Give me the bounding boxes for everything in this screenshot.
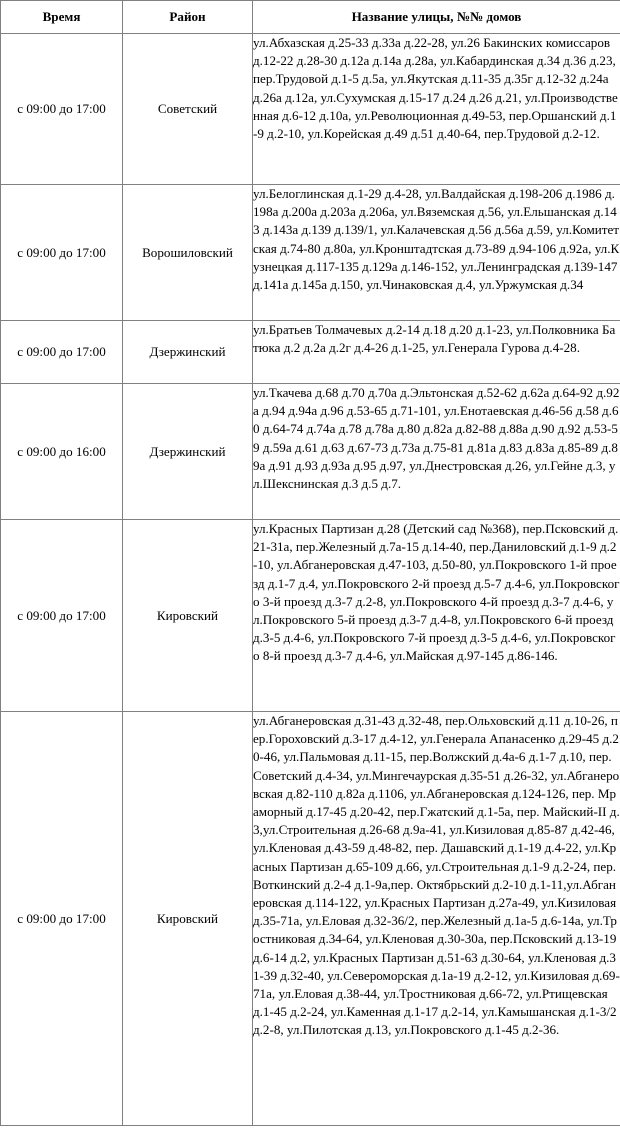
table-row: [1, 520, 620, 712]
streets-cell: ул.Абхазская д.25-33 д.33а д.22-28, ул.26 Бакинских комиссаров д.12-22 д.28-30 д.12а д.14а д.28а, ул.Кабардинская д.34 д.36 д.23, пер.Трудовой д.1-5 д.5а, ул.Якутская д.11-35 д.35г д.12-32 д.24а д.26а д.12а, ул.Сухумская д.15-17 д.24 д.26 д.21, ул.Производственная д.6-12 д.10а, ул.Революционная д.49-53, пер.Оршанский д.1-9 д.2-10, ул.Корейская д.49 д.51 д.40-64, пер.Трудовой д.2-12.: [253, 34, 620, 185]
district-cell: Дзержинский: [123, 384, 253, 520]
header-row: [1, 1, 620, 34]
district-cell: Кировский: [123, 520, 253, 712]
streets-cell: ул.Красных Партизан д.28 (Детский сад №368), пер.Псковский д.21-31а, пер.Железный д.7а-15 д.14-40, пер.Даниловский д.1-9 д.2-10, ул.Абганеровская д.47-103, д.50-80, ул.Покровского 1-й проезд д.1-7 д.4, ул.Покровского 2-й проезд д.5-7 д.4-6, ул.Покровского 3-й проезд д.3-7 д.2-8, ул.Покровского 4-й проезд д.3-7 д.4-6, ул.Покровского 5-й проезд д.3-7 д.4-8, ул.Покровского 6-й проезд д.3-5 д.4-6, ул.Покровского 7-й проезд д.3-5 д.4-6, ул.Покровского 8-й проезд д.3-7 д.4-6, ул.Майская д.97-145 д.86-146.: [253, 520, 620, 712]
time-cell: с 09:00 до 17:00: [1, 321, 123, 384]
streets-cell: ул.Братьев Толмачевых д.2-14 д.18 д.20 д.1-23, ул.Полковника Батюка д.2 д.2а д.2г д.4-26 д.1-25, ул.Генерала Гурова д.4-28.: [253, 321, 620, 384]
district-cell: Кировский: [123, 712, 253, 1126]
table-row: [1, 384, 620, 520]
time-cell: с 09:00 до 17:00: [1, 520, 123, 712]
table-row: [1, 34, 620, 185]
time-cell: с 09:00 до 17:00: [1, 185, 123, 321]
streets-cell: ул.Белоглинская д.1-29 д.4-28, ул.Валдайская д.198-206 д.1986 д.198а д.200а д.203а д.206а, ул.Вяземская д.56, ул.Ельшанская д.143 д.143а д.139 д.139/1, ул.Калачевская д.56 д.56а д.59, ул.Комитетская д.74-80 д.80а, ул.Кронштадтская д.73-89 д.94-106 д.92а, ул.Кузнецкая д.117-135 д.129а д.146-152, ул.Ленинградская д.139-147 д.141а д.145а д.150, ул.Чинаковская д.4, ул.Уржумская д.34: [253, 185, 620, 321]
district-cell: Дзержинский: [123, 321, 253, 384]
time-cell: с 09:00 до 17:00: [1, 712, 123, 1126]
table-row: [1, 712, 620, 1126]
district-cell: Ворошиловский: [123, 185, 253, 321]
header-district: Район: [123, 1, 253, 34]
time-cell: с 09:00 до 16:00: [1, 384, 123, 520]
streets-cell: ул.Абганеровская д.31-43 д.32-48, пер.Ольховский д.11 д.10-26, пер.Гороховский д.3-17 д.4-12, ул.Генерала Апанасенко д.29-45 д.20-46, ул.Пальмовая д.11-15, пер.Волжский д.4а-6 д.1-7 д.10, пер.Советский д.4-34, ул.Мингечаурская д.35-51 д.26-32, ул.Абганеровская д.82-110 д.82а д.1106, ул.Абганеровская д.124-126, пер. Мраморный д.17-45 д.20-42, пер.Гжатский д.1-5а, пер. Майский-II д.3,ул.Строительная д.26-68 д.9а-41, ул.Кизиловая д.85-87 д.42-46, ул.Кленовая д.43-59 д.48-82, пер. Дашавский д.1-19 д.4-22, ул.Красных Партизан д.65-109 д.66, ул.Строительная д.1-9 д.2-24, пер.Воткинский д.2-4 д.1-9а,пер. Октябрьский д.2-10 д.1-11,ул.Абганеровская д.114-122, ул.Красных Партизан д.27а-49, ул.Кизиловая д.35-71а, ул.Еловая д.32-36/2, пер.Железный д.1а-5 д.6-14а, ул.Тростниковая д.34-64, ул.Кленовая д.30-30а, пер.Псковский д.13-19 д.6-14 д.2, ул.Красных Партизан д.51-63 д.30-64, ул.Кленовая д.31-39 д.32-40, ул.Североморская д.1а-19 д.2-12, ул.Кизиловая д.69-71а, ул.Еловая д.38-44, ул.Тростниковая д.66-72, ул.Ртищевская д.1-45 д.2-24, ул.Каменная д.1-17 д.2-14, ул.Камышанская д.1-3/2 д.2-8, ул.Пилотская д.13, ул.Покровского д.1-45 д.2-36.: [253, 712, 620, 1126]
header-time: Время: [1, 1, 123, 34]
table-row: [1, 321, 620, 384]
header-streets: Название улицы, №№ домов: [253, 1, 620, 34]
table-row: [1, 185, 620, 321]
district-cell: Советский: [123, 34, 253, 185]
time-cell: с 09:00 до 17:00: [1, 34, 123, 185]
streets-cell: ул.Ткачева д.68 д.70 д.70а д.Эльтонская д.52-62 д.62а д.64-92 д.92а д.94 д.94а д.96 д.53-65 д.71-101, ул.Енотаевская д.46-56 д.58 д.60 д.64-74 д.74а д.78 д.78а д.80 д.82а д.82-88 д.88а д.90 д.92 д.53-59 д.59а д.61 д.63 д.67-73 д.73а д.75-81 д.81а д.83 д.83а д.85-89 д.89а д.91 д.93 д.93а д.95 д.97, ул.Днестровская д.26, ул.Гейне д.3, ул.Шекснинская д.3 д.5 д.7.: [253, 384, 620, 520]
